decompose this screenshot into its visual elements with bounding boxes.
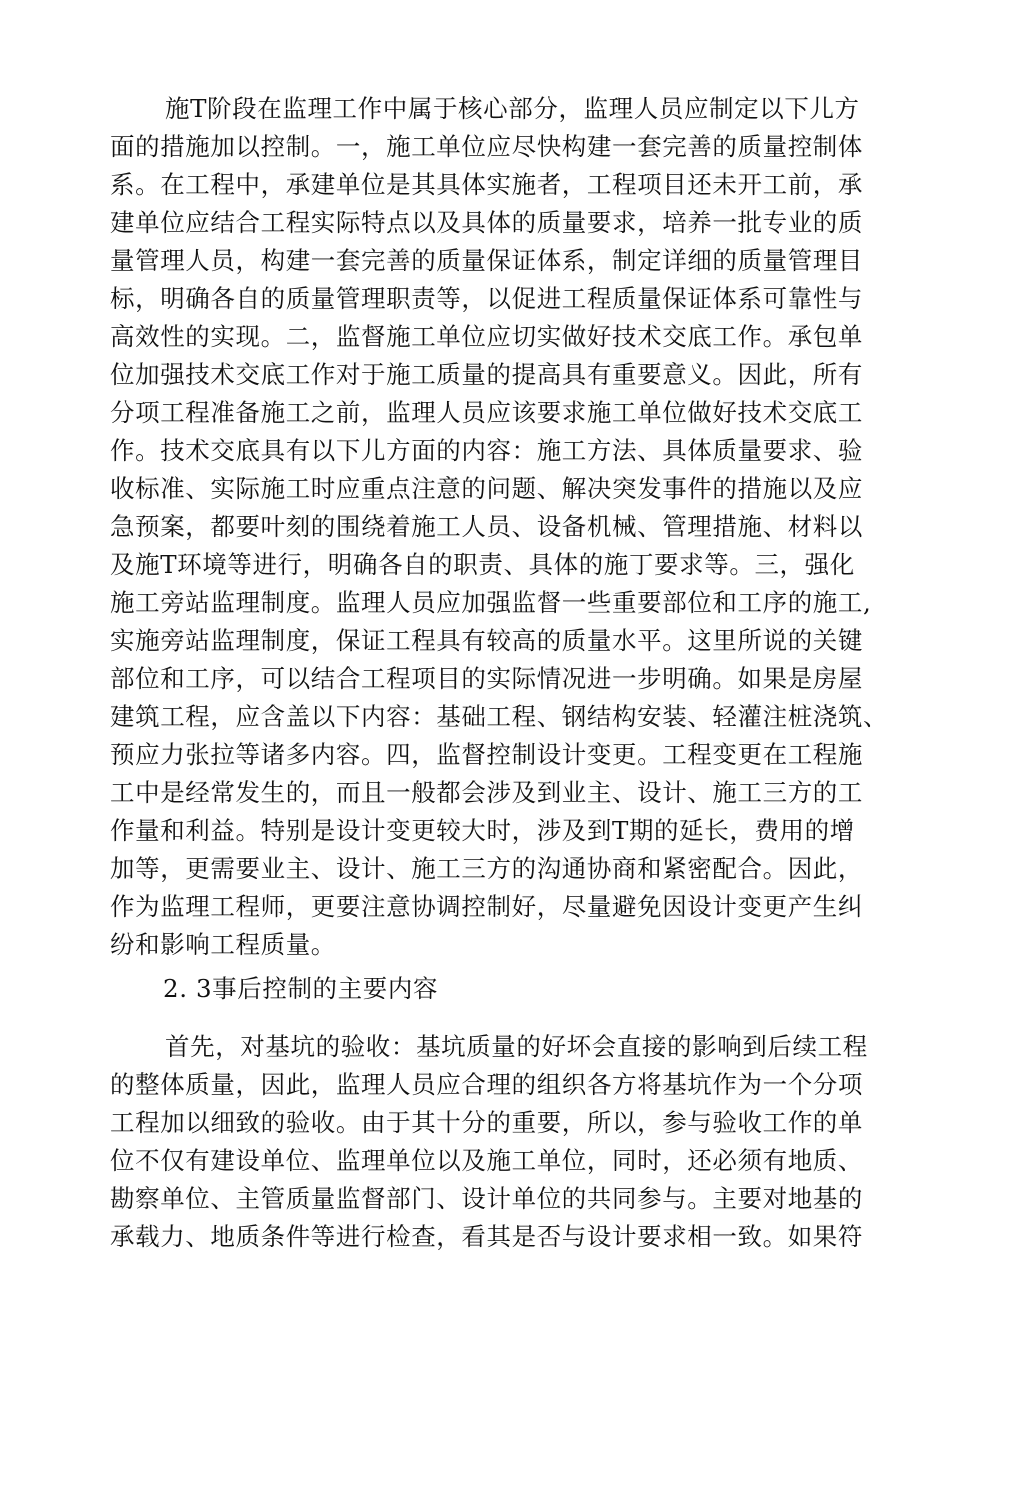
text-line: 工中是经常发生的，而且一般都会涉及到业主、设计、施工三方的工 <box>110 778 863 807</box>
text-line: 的整体质量，因此，监理人员应合理的组织各方将基坑作为一个分项 <box>110 1070 863 1099</box>
text-line: 建单位应结合工程实际特点以及具体的质量要求，培养一批专业的质 <box>110 208 863 237</box>
text-line: 急预案，都要叶刻的围绕着施工人员、设备机械、管理措施、材料以 <box>110 512 863 541</box>
text-line: 收标准、实际施工时应重点注意的问题、解决突发事件的措施以及应 <box>110 474 863 503</box>
text-line: 首先，对基坑的验收：基坑质量的好坏会直接的影响到后续工程 <box>165 1032 868 1061</box>
text-line: 位加强技术交底工作对于施工质量的提高具有重要意义。因此，所有 <box>110 360 863 389</box>
text-line: 建筑工程，应含盖以下内容：基础工程、钢结构安装、轻灌注桩浇筑、 <box>110 702 889 731</box>
text-line: 纷和影响工程质量。 <box>110 930 336 959</box>
text-line: 加等，更需要业主、设计、施工三方的沟通协商和紧密配合。因此， <box>110 854 863 883</box>
text-line: 预应力张拉等诸多内容。四，监督控制设计变更。工程变更在工程施 <box>110 740 863 769</box>
text-line: 标，明确各自的质量管理职责等，以促进工程质量保证体系可靠性与 <box>110 284 863 313</box>
text-line: 作量和利益。特别是设计变更较大时，涉及到T期的延长，费用的增 <box>110 816 855 845</box>
text-line: 勘察单位、主管质量监督部门、设计单位的共同参与。主要对地基的 <box>110 1184 863 1213</box>
text-line: 施T阶段在监理工作中属于核心部分，监理人员应制定以下儿方 <box>165 94 860 123</box>
text-line: 实施旁站监理制度，保证工程具有较高的质量水平。这里所说的关键 <box>110 626 863 655</box>
text-line: 作。技术交底具有以下儿方面的内容：施工方法、具体质量要求、验 <box>110 436 863 465</box>
text-line: 面的措施加以控制。一，施工单位应尽快构建一套完善的质量控制体 <box>110 132 863 161</box>
text-line: 系。在工程中，承建单位是其具体实施者，工程项目还未开工前，承 <box>110 170 863 199</box>
text-line: 及施T环境等进行，明确各自的职责、具体的施丁要求等。三，强化 <box>110 550 855 579</box>
text-line: 分项工程准备施工之前，监理人员应该要求施工单位做好技术交底工 <box>110 398 863 427</box>
text-line: 部位和工序，可以结合工程项目的实际情况进一步明确。如果是房屋 <box>110 664 863 693</box>
text-line: 工程加以细致的验收。由于其十分的重要，所以，参与验收工作的单 <box>110 1108 863 1137</box>
text-line: 高效性的实现。二，监督施工单位应切实做好技术交底工作。承包单 <box>110 322 863 351</box>
section-heading: 2. 3事后控制的主要内容 <box>163 974 439 1003</box>
text-line: 量管理人员，构建一套完善的质量保证体系，制定详细的质量管理目 <box>110 246 863 275</box>
text-line: 施工旁站监理制度。监理人员应加强监督一些重要部位和工序的施工, <box>110 588 872 617</box>
text-line: 位不仅有建设单位、监理单位以及施工单位，同时，还必须有地质、 <box>110 1146 863 1175</box>
text-line: 承载力、地质条件等进行检查，看其是否与设计要求相一致。如果符 <box>110 1222 863 1251</box>
text-line: 作为监理工程师，更要注意协调控制好，尽量避免因设计变更产生纠 <box>110 892 863 921</box>
